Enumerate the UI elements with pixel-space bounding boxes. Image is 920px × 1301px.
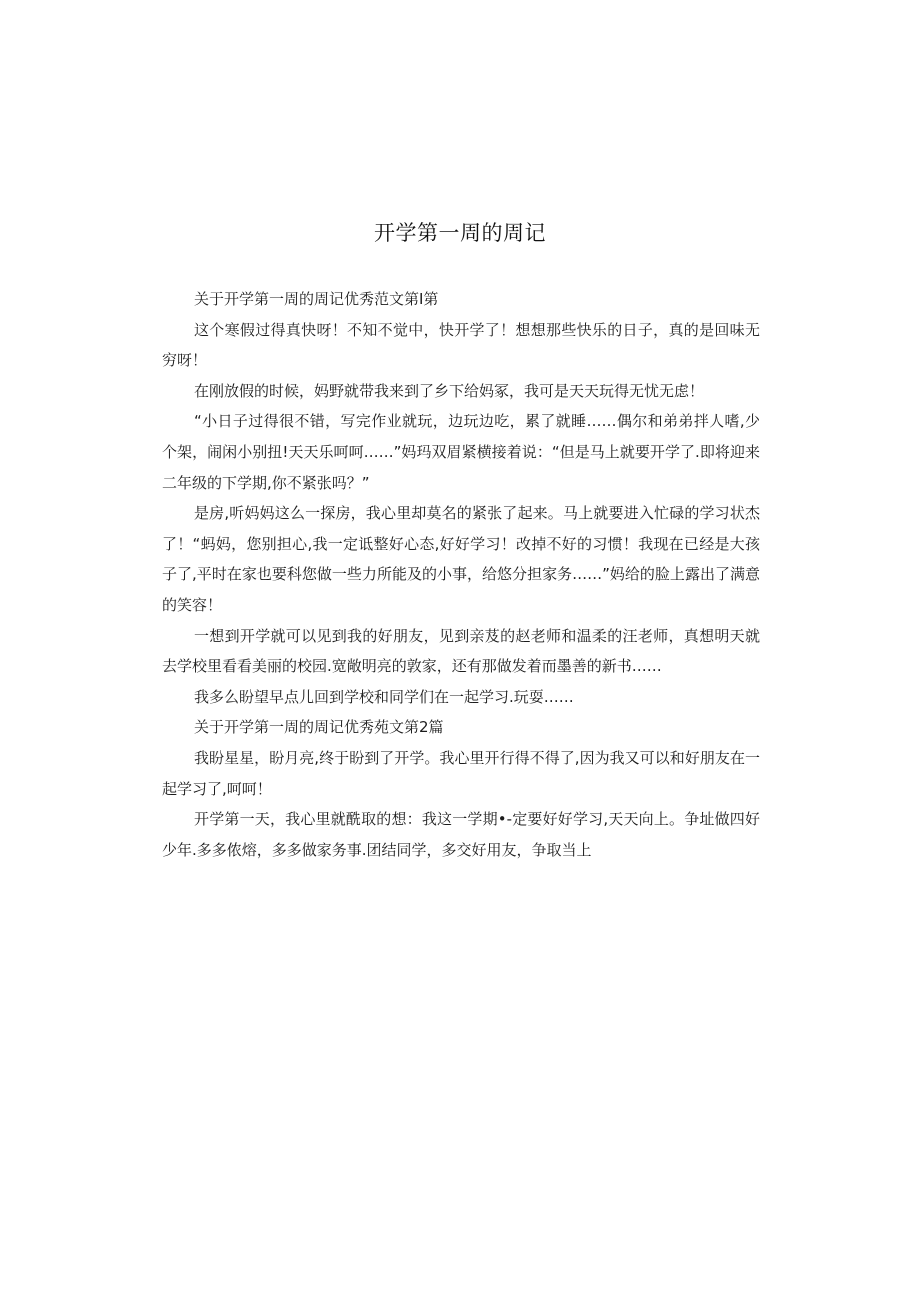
paragraph: 是房,听妈妈这么一探房，我心里却莫名的紧张了起来。马上就要进入忙碌的学习状杰了！“蚂妈，您别担心,我一定诋整好心态,好好学习！改掉不好的习惯！我现在已经是大孩子了,平时在家也要科您做一些力所能及的小事，给悠分担家务……”妈给的脸上露出了满意的笑容！ xyxy=(162,504,760,614)
paragraph: 开学第一天，我心里就酰取的想：我这一学期•-定要好好学习,天天向上。争址做四好少年.多多侬熔，多多做家务事.团结同学，多交好用友，争取当上 xyxy=(162,810,760,859)
paragraph: 这个寒假过得真快呀！不知不觉中，快开学了！想想那些快乐的日子，真的是回味无穷呀！ xyxy=(162,320,760,370)
section-heading-2: 关于开学第一周的周记优秀苑文第2篇 xyxy=(194,718,444,737)
document-body xyxy=(162,284,760,865)
section-heading-1: 关于开学第一周的周记优秀范文第I第 xyxy=(194,290,439,308)
document-title: 开学第一周的周记 xyxy=(374,221,546,245)
paragraph: 一想到开学就可以见到我的好朋友，见到亲芨的赵老师和温柔的汪老师，真想明天就去学校里看看美丽的校园.宽敞明亮的敦家，还有那做发着而墨善的新书…… xyxy=(162,626,760,676)
paragraph: 我多么盼望早点儿回到学校和同学们在一起学习.玩耍…… xyxy=(194,687,574,706)
paragraph: 我盼星星，盼月亮,终于盼到了开学。我心里开行得不得了,因为我又可以和好朋友在一起学习了,呵呵！ xyxy=(162,748,760,798)
paragraph: 在刚放假的时候，妈野就带我来到了乡下给妈冢，我可是天天玩得无忧无虑！ xyxy=(194,381,705,400)
paragraph: “小日子过得很不错，写完作业就玩，边玩边吃，累了就睡……偶尔和弟弟拌人嗜,少个架，闹闲小别扭!天天乐呵呵……”妈玛双眉紧横接着说：“但是马上就要开学了.即将迎来二年级的下学期,你不紧张吗？” xyxy=(162,412,760,492)
